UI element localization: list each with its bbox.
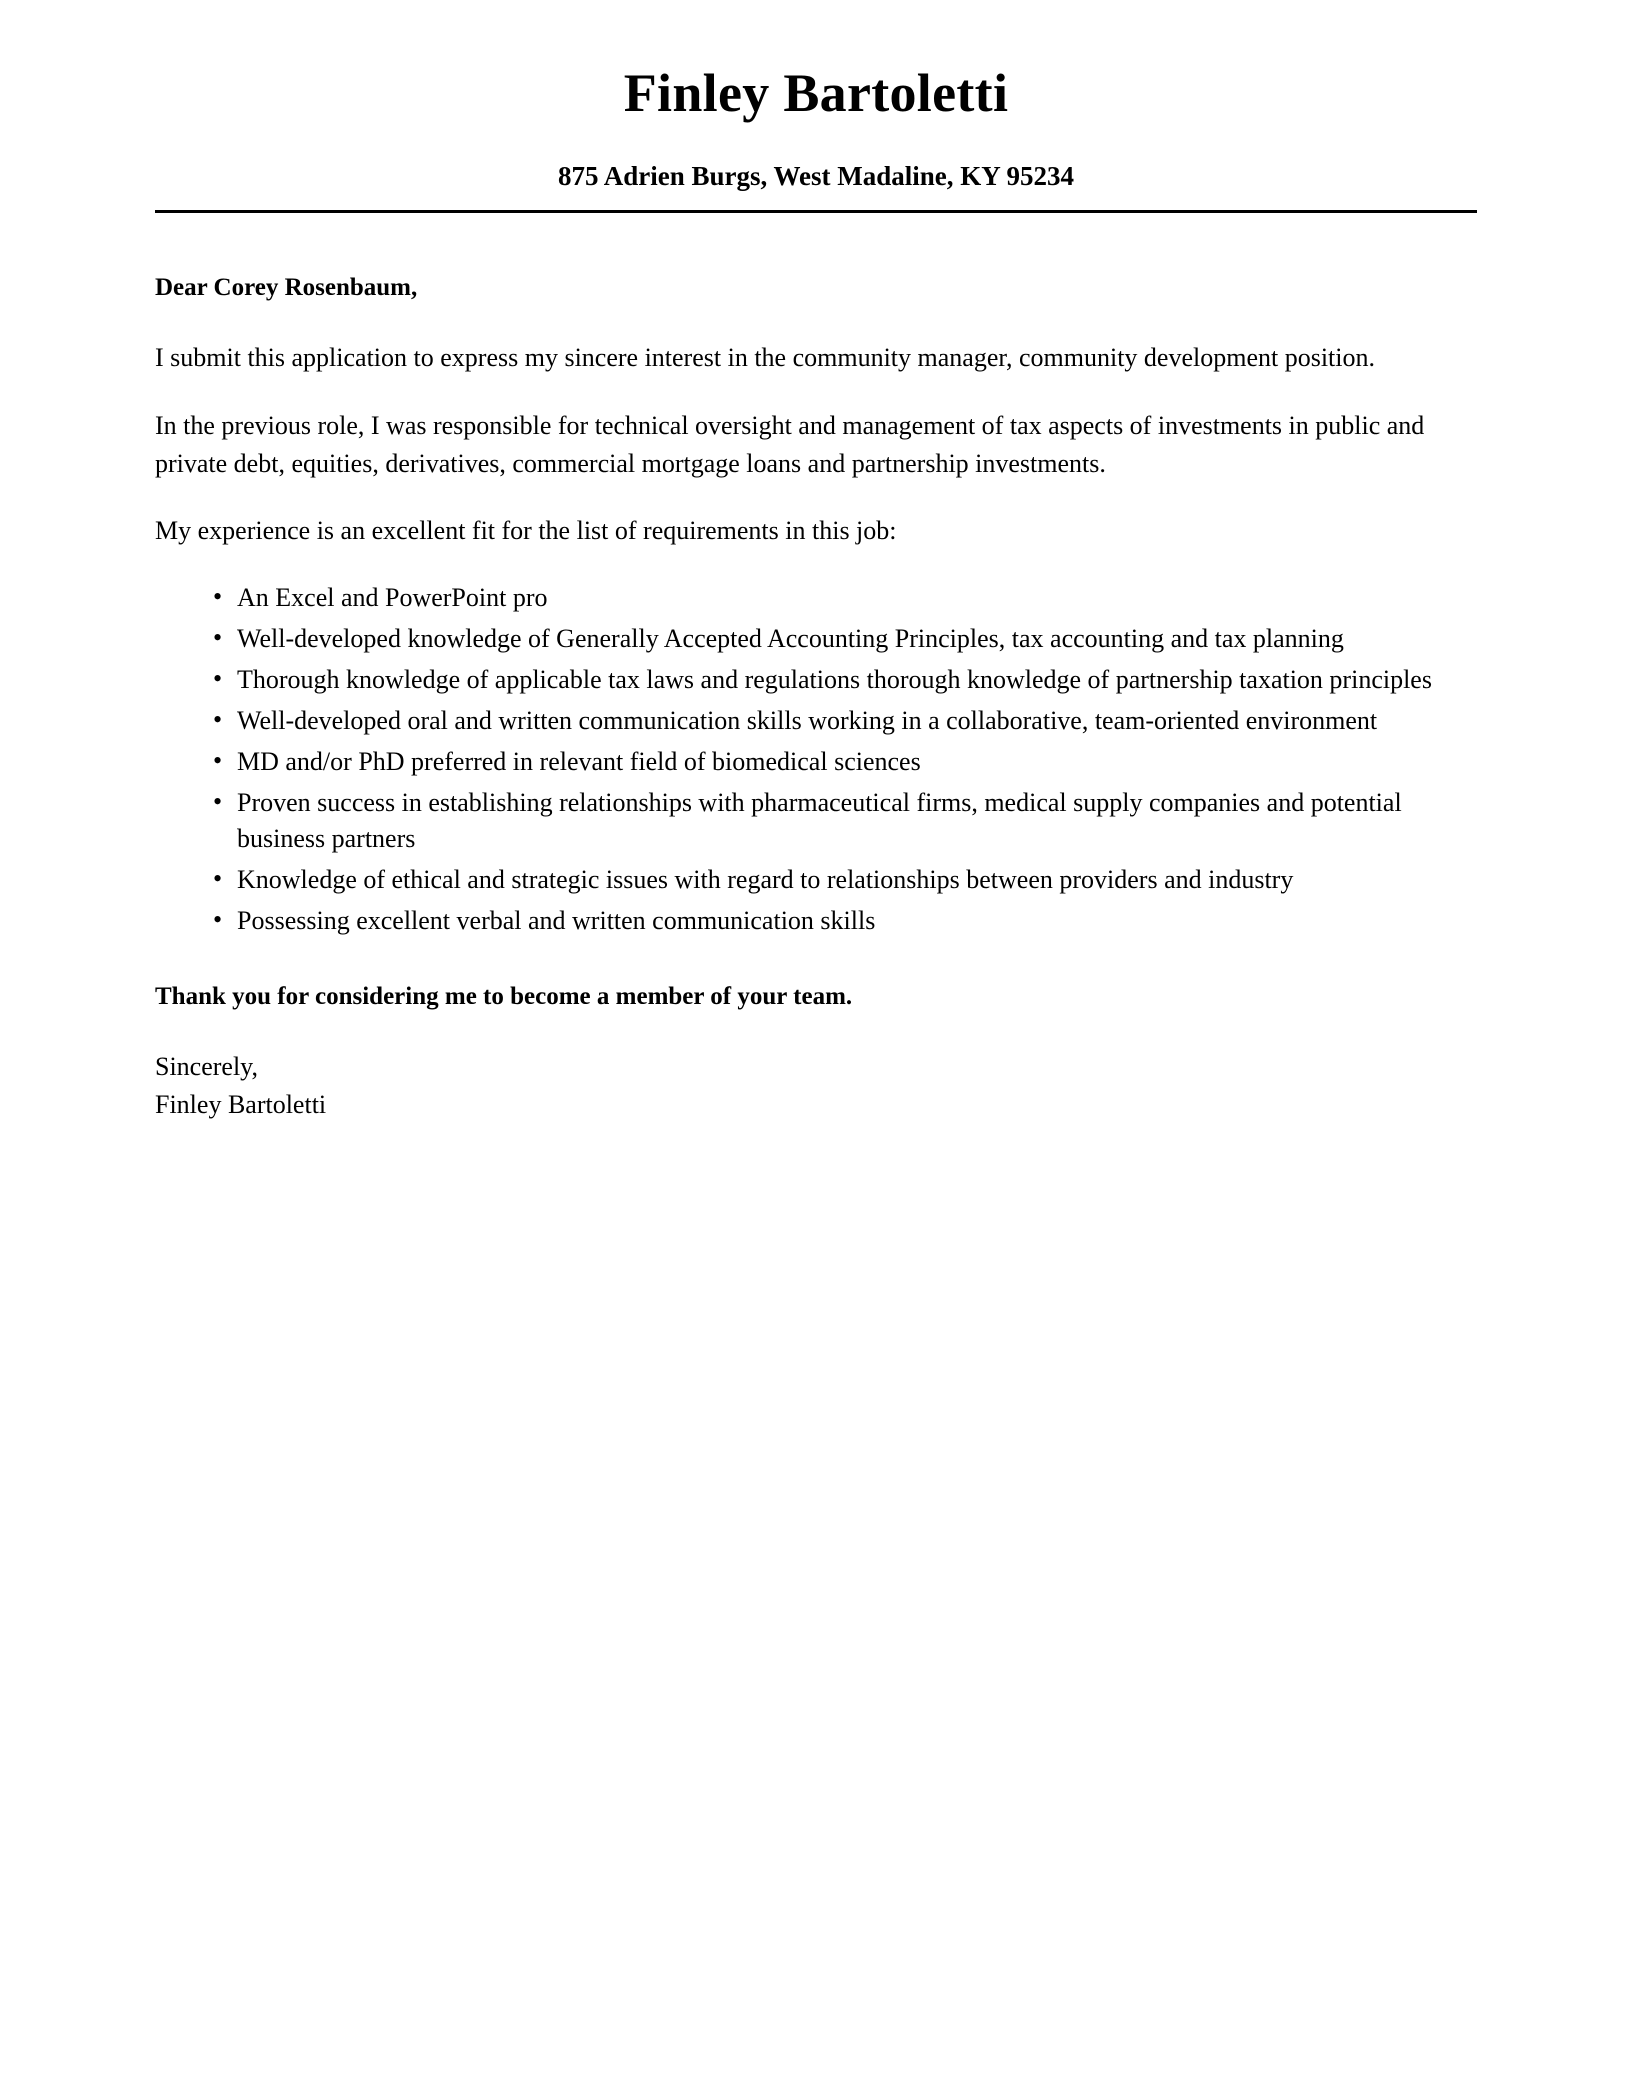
list-item: • Proven success in establishing relationships with pharmaceutical firms, medical supply companies and potential business partners — [213, 785, 1477, 859]
signature-name: Finley Bartoletti — [155, 1089, 327, 1119]
requirements-list — [155, 580, 1477, 940]
list-item: • An Excel and PowerPoint pro — [213, 580, 1477, 617]
closing-word: Sincerely, — [155, 1051, 258, 1081]
applicant-address: 875 Adrien Burgs, West Madaline, KY 95234 — [557, 161, 1075, 192]
applicant-name: Finley Bartoletti — [623, 63, 1009, 123]
paragraph-3: My experience is an excellent fit for the list of requirements in this job: — [155, 516, 897, 546]
list-item: • Knowledge of ethical and strategic issues with regard to relationships between providers and industry — [213, 862, 1477, 899]
header-divider — [155, 210, 1477, 213]
list-item: • Well-developed knowledge of Generally Accepted Accounting Principles, tax accounting and tax planning — [213, 621, 1477, 658]
sign-off — [155, 1048, 1477, 1123]
thank-you-line: Thank you for considering me to become a member of your team. — [155, 983, 853, 1011]
list-item: • Well-developed oral and written communication skills working in a collaborative, team-oriented environment — [213, 703, 1477, 740]
letter-body — [155, 271, 1477, 1123]
list-item: • Thorough knowledge of applicable tax laws and regulations thorough knowledge of partnership taxation principles — [213, 662, 1477, 699]
letter-header — [155, 62, 1477, 213]
salutation: Dear Corey Rosenbaum, — [155, 274, 418, 302]
paragraph-2: In the previous role, I was responsible for technical oversight and management of tax aspects of investments in public and private debt, equities, derivatives, commercial mortgage loans and partnership investments. — [155, 410, 1425, 478]
paragraph-1: I submit this application to express my sincere interest in the community manager, community development position. — [155, 343, 1375, 373]
list-item: • Possessing excellent verbal and written communication skills — [213, 903, 1477, 940]
list-item: • MD and/or PhD preferred in relevant field of biomedical sciences — [213, 744, 1477, 781]
